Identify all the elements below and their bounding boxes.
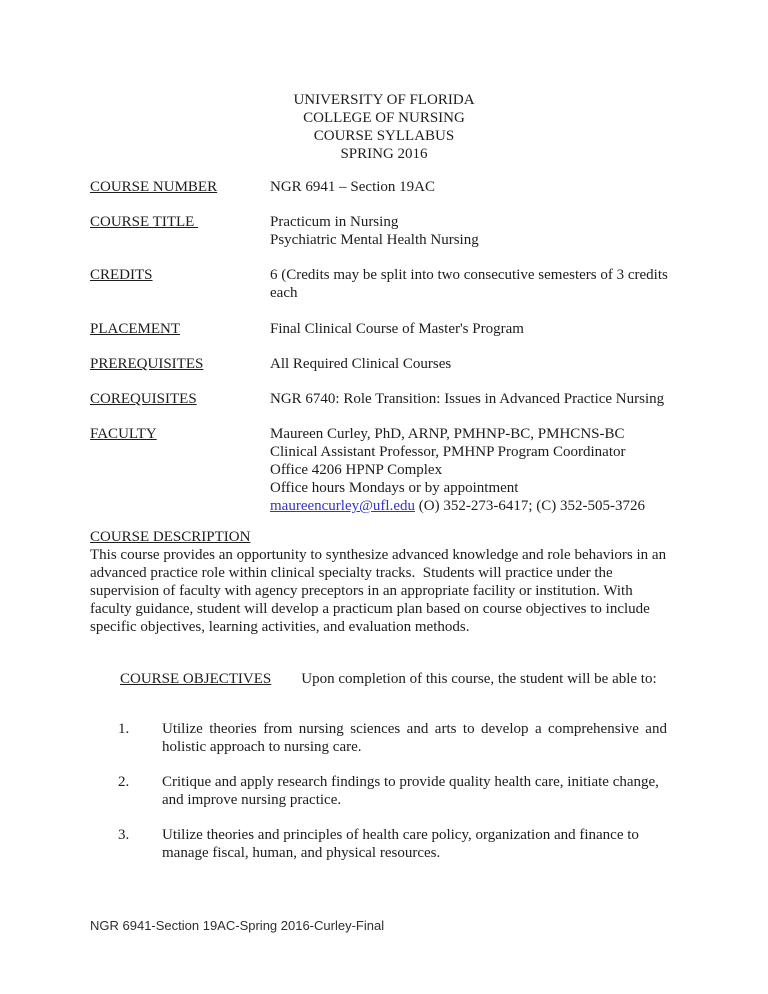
college-name: COLLEGE OF NURSING bbox=[303, 110, 465, 126]
course-objectives-heading-line bbox=[90, 652, 690, 706]
corequisites-value: NGR 6740: Role Transition: Issues in Advanced Practice Nursing bbox=[270, 391, 665, 407]
page-content bbox=[90, 91, 690, 862]
corequisites-label: COREQUISITES bbox=[90, 391, 197, 407]
faculty-name: Maureen Curley, PhD, ARNP, PMHNP-BC, PMHCNS-BC bbox=[270, 426, 625, 442]
description-line: faculty guidance, student will develop a practicum plan based on course objectives to include bbox=[90, 601, 650, 617]
objective-item bbox=[90, 773, 686, 809]
faculty-office: Office 4206 HPNP Complex bbox=[270, 462, 443, 478]
row-course-number bbox=[90, 178, 690, 196]
credits-label: CREDITS bbox=[90, 267, 153, 283]
credits-value bbox=[270, 266, 690, 302]
placement-label: PLACEMENT bbox=[90, 321, 180, 337]
footer-text: NGR 6941-Section 19AC-Spring 2016-Curley-Final bbox=[90, 918, 385, 933]
document-header bbox=[90, 91, 678, 163]
prerequisites-value: All Required Clinical Courses bbox=[270, 356, 452, 372]
course-title-line: Psychiatric Mental Health Nursing bbox=[270, 232, 479, 248]
objective-line: manage fiscal, human, and physical resources. bbox=[162, 845, 441, 861]
credits-line: each bbox=[270, 285, 298, 301]
objective-line: Utilize theories and principles of health care policy, organization and finance to bbox=[162, 827, 639, 843]
objective-number: 2. bbox=[118, 774, 130, 790]
row-corequisites bbox=[90, 390, 690, 408]
course-description-heading: COURSE DESCRIPTION bbox=[90, 529, 251, 545]
placement-value: Final Clinical Course of Master's Program bbox=[270, 321, 524, 337]
term: SPRING 2016 bbox=[340, 146, 428, 162]
objective-item bbox=[90, 826, 686, 862]
course-objectives-intro: Upon completion of this course, the student will be able to: bbox=[301, 671, 657, 687]
faculty-title: Clinical Assistant Professor, PMHNP Program Coordinator bbox=[270, 444, 626, 460]
description-line: specific objectives, learning activities, and evaluation methods. bbox=[90, 619, 470, 635]
faculty-label: FACULTY bbox=[90, 426, 157, 442]
course-objectives-heading: COURSE OBJECTIVES bbox=[120, 671, 272, 687]
row-prerequisites bbox=[90, 355, 690, 373]
course-description-body bbox=[90, 546, 690, 636]
university-name: UNIVERSITY OF FLORIDA bbox=[293, 92, 475, 108]
course-objectives-section bbox=[90, 652, 690, 862]
objective-line: and improve nursing practice. bbox=[162, 792, 342, 808]
objective-text bbox=[162, 826, 686, 862]
credits-line: 6 (Credits may be split into two consecutive semesters of 3 credits bbox=[270, 267, 668, 283]
objective-text bbox=[162, 720, 686, 756]
course-description-section bbox=[90, 528, 690, 636]
faculty-phone: (O) 352-273-6417; (C) 352-505-3726 bbox=[415, 498, 645, 514]
row-placement bbox=[90, 320, 690, 338]
row-course-title bbox=[90, 213, 690, 249]
description-line: This course provides an opportunity to synthesize advanced knowledge and role behaviors in an bbox=[90, 547, 667, 563]
objective-text bbox=[162, 773, 686, 809]
description-line: advanced practice role within clinical specialty tracks. Students will practice under the bbox=[90, 565, 613, 581]
objective-item bbox=[90, 720, 686, 756]
objective-line: Critique and apply research findings to provide quality health care, initiate change, bbox=[162, 774, 659, 790]
course-title-value bbox=[270, 213, 690, 249]
objective-line: holistic approach to nursing care. bbox=[162, 739, 362, 755]
description-line: supervision of faculty with agency preceptors in an appropriate facility or institution. With bbox=[90, 583, 633, 599]
prerequisites-label: PREREQUISITES bbox=[90, 356, 204, 372]
course-title-line: Practicum in Nursing bbox=[270, 214, 399, 230]
objective-line: Utilize theories from nursing sciences and arts to develop a comprehensive and bbox=[162, 721, 667, 737]
page-footer bbox=[90, 918, 384, 934]
row-faculty bbox=[90, 425, 690, 515]
row-credits bbox=[90, 266, 690, 302]
course-number-value: NGR 6941 – Section 19AC bbox=[270, 179, 435, 195]
email-link[interactable]: maureencurley@ufl.edu bbox=[270, 498, 415, 514]
objective-number: 3. bbox=[118, 827, 130, 843]
objective-number: 1. bbox=[118, 721, 130, 737]
course-number-label: COURSE NUMBER bbox=[90, 179, 218, 195]
document-type: COURSE SYLLABUS bbox=[313, 128, 455, 144]
course-title-label: COURSE TITLE bbox=[90, 214, 199, 230]
faculty-value bbox=[270, 425, 690, 515]
faculty-office-hours: Office hours Mondays or by appointment bbox=[270, 480, 519, 496]
faculty-contact-line bbox=[270, 497, 690, 515]
